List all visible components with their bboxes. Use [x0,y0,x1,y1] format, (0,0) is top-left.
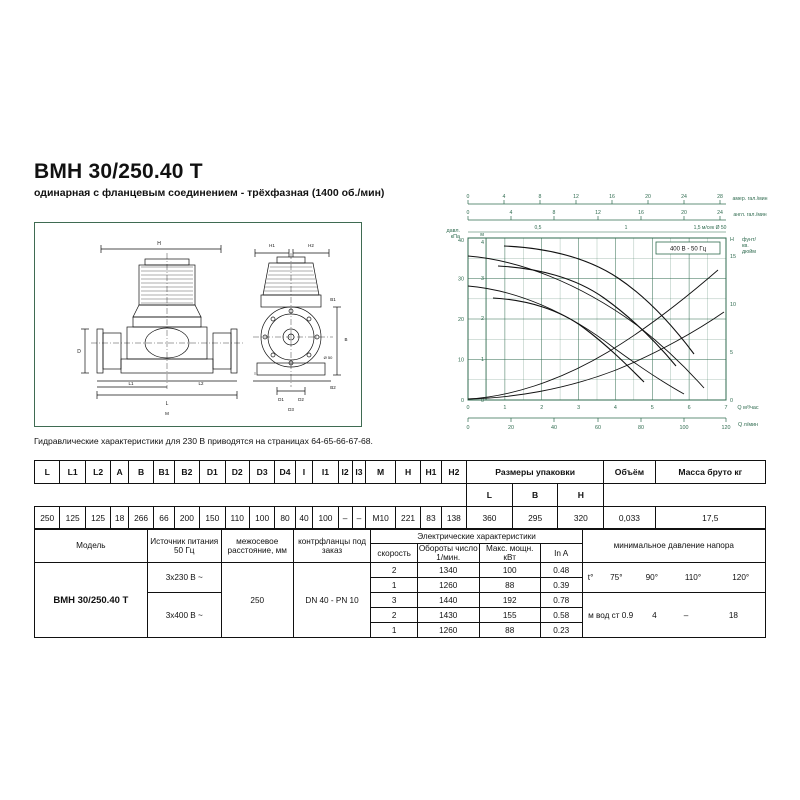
svg-text:2: 2 [481,316,484,322]
technical-drawing-box [34,222,362,427]
svg-text:Q л/мин: Q л/мин [737,422,759,428]
specification-table [34,528,766,638]
col-pressure-header: минимальное давление напора [582,529,765,563]
cell-current: 0.48 [540,563,582,578]
svg-text:D2: D2 [298,397,304,402]
svg-text:L2: L2 [198,381,204,386]
svg-text:M: M [165,411,169,416]
col-D2: D2 [225,461,249,484]
svg-text:0: 0 [466,405,470,411]
svg-text:1: 1 [503,405,507,411]
val-H1: 83 [421,507,441,530]
svg-text:2: 2 [540,405,544,411]
col-mass: Масса бруто кг [655,461,765,484]
col-B2: B2 [174,461,199,484]
svg-text:60: 60 [595,425,601,431]
cell-power: 192 [479,593,540,608]
val-D1: 150 [200,507,225,530]
svg-text:12: 12 [573,194,579,200]
cell-speed: 2 [371,563,417,578]
pump-drawing-svg [41,229,357,422]
svg-text:0: 0 [466,425,470,431]
svg-text:B2: B2 [330,385,336,390]
cell-supply-230: 3x230 В ~ [147,563,221,593]
title-block [34,160,434,199]
dimensions-table [34,460,766,530]
svg-text:20: 20 [645,194,651,200]
val-H2: 138 [441,507,466,530]
page-title: BMH 30/250.40 T [34,160,203,183]
col-pack-L: L [467,484,513,507]
val-D3: 100 [249,507,274,530]
svg-text:15: 15 [730,254,736,260]
col-L1: L1 [60,461,85,484]
val-B2: 200 [174,507,199,530]
svg-text:16: 16 [609,194,615,200]
svg-text:0: 0 [466,194,470,200]
svg-text:H: H [157,241,161,247]
val-B1: 66 [154,507,174,530]
svg-text:амер. гал./мин: амер. гал./мин [732,196,768,202]
svg-text:Ø 50: Ø 50 [323,355,333,360]
val-D4: 80 [275,507,295,530]
col-power: Макс. мощн. кВт [479,544,540,563]
svg-text:кв.: кв. [742,243,749,249]
svg-text:120: 120 [721,425,731,431]
pressure-temp-row [583,571,765,585]
cell-rpm: 1260 [417,623,479,638]
cell-rpm: 1340 [417,563,479,578]
svg-text:англ. гал./мин: англ. гал./мин [733,212,767,218]
temp-110: 110° [684,573,702,582]
cell-distance: 250 [221,563,293,638]
svg-text:H2: H2 [308,243,314,248]
svg-text:40: 40 [458,238,464,244]
val-I3: – [352,507,366,530]
cell-rpm: 1430 [417,608,479,623]
col-D1: D1 [200,461,225,484]
svg-text:H1: H1 [269,243,275,248]
cell-power: 155 [479,608,540,623]
cell-speed: 1 [371,623,417,638]
val-pack-H: 320 [558,507,604,530]
temp-90: 90° [645,573,659,582]
svg-text:8: 8 [552,210,556,216]
hydraulic-note: Гидравлические характеристики для 230 В приводятся на страницах 64-65-66-67-68. [34,436,373,446]
col-speed: скорость [371,544,417,563]
col-I2: I2 [338,461,352,484]
svg-text:80: 80 [638,425,644,431]
col-distance-header: межосевое расстояние, мм [221,529,293,563]
svg-text:4: 4 [502,194,506,200]
col-I: I [295,461,313,484]
svg-text:5: 5 [650,405,654,411]
col-L2: L2 [85,461,110,484]
val-H: 221 [395,507,420,530]
svg-text:0,5: 0,5 [534,225,542,231]
col-D4: D4 [275,461,295,484]
val-B: 266 [128,507,153,530]
cell-current: 0.58 [540,608,582,623]
svg-text:0: 0 [481,398,484,404]
spacer-cell-2 [604,484,655,507]
technical-drawing [41,229,355,420]
svg-text:L1: L1 [128,381,134,386]
svg-text:12: 12 [595,210,601,216]
svg-text:5: 5 [730,350,733,356]
col-D3: D3 [249,461,274,484]
temp-0: t° [587,573,594,582]
svg-text:24: 24 [681,194,687,200]
performance-chart-svg [408,186,768,441]
col-current: In A [540,544,582,563]
cell-supply-400: 3x400 В ~ [147,593,221,638]
performance-chart [408,186,768,441]
svg-text:дюйм: дюйм [742,249,756,255]
svg-text:3: 3 [577,405,581,411]
col-A: A [111,461,129,484]
val-L: 250 [35,507,60,530]
col-packaging-group: Размеры упаковки [467,461,604,484]
svg-text:L: L [165,401,169,407]
col-pack-H: H [558,484,604,507]
page-subtitle: одинарная с фланцевым соединением - трёхфазная (1400 об./мин) [34,187,385,199]
col-L: L [35,461,60,484]
col-supply: Источник питания 50 Гц [147,529,221,563]
svg-text:10: 10 [458,357,464,364]
cell-power: 88 [479,623,540,638]
table-row [35,563,766,578]
svg-text:28: 28 [717,194,723,200]
cell-current: 0.78 [540,593,582,608]
svg-text:1: 1 [481,357,484,363]
val-L2: 125 [85,507,110,530]
svg-text:20: 20 [508,425,514,431]
svg-text:400 В - 50 Гц: 400 В - 50 Гц [669,246,707,253]
cell-speed: 1 [371,578,417,593]
pressure-value-row [583,608,765,622]
val-pack-L: 360 [467,507,513,530]
svg-text:20: 20 [458,317,464,323]
val-mass: 17,5 [655,507,765,530]
pressure-110: 18 [728,610,738,620]
pressure-75: 4 [652,610,657,620]
col-flanges-header: контрфланцы под заказ [293,529,371,563]
svg-text:1: 1 [624,225,628,231]
svg-text:0: 0 [461,398,464,404]
svg-text:40: 40 [551,425,557,431]
spacer-cell-3 [655,484,765,507]
col-H: H [395,461,420,484]
svg-text:10: 10 [730,302,736,308]
svg-text:16: 16 [638,210,644,216]
cell-rpm: 1440 [417,593,479,608]
col-model: Модель [35,529,148,563]
cell-speed: 2 [371,608,417,623]
svg-text:0: 0 [466,210,470,216]
col-pack-B: B [512,484,558,507]
svg-text:кПа: кПа [450,234,460,240]
col-I3: I3 [352,461,366,484]
svg-text:8: 8 [538,194,542,200]
svg-text:D: D [77,349,81,355]
svg-text:1,5 м/сек Ø 50: 1,5 м/сек Ø 50 [693,225,727,231]
val-A: 18 [111,507,129,530]
pressure-90: – [683,610,689,620]
svg-text:3: 3 [481,276,484,282]
cell-current: 0.23 [540,623,582,638]
table-row-subheader [35,484,766,507]
spacer-cell [35,484,467,507]
svg-text:B: B [344,337,348,342]
table-row-values [35,507,766,530]
svg-text:Н: Н [730,237,734,243]
col-electrical-group: Электрические характеристики [371,529,582,544]
svg-text:6: 6 [687,405,691,411]
svg-text:7: 7 [724,405,728,411]
pressure-unit: м вод ст 0.9 [588,610,634,620]
col-H2: H2 [441,461,466,484]
svg-text:24: 24 [717,210,723,216]
cell-rpm: 1260 [417,578,479,593]
svg-text:100: 100 [679,425,689,431]
val-volume: 0,033 [604,507,655,530]
svg-text:Q м³/час: Q м³/час [737,405,759,411]
temp-120: 120° [732,573,750,582]
cell-current: 0.39 [540,578,582,593]
svg-text:фунт/: фунт/ [742,237,757,243]
val-I: 40 [295,507,313,530]
cell-pressure-temps [582,563,765,593]
cell-power: 88 [479,578,540,593]
col-volume: Объём [604,461,655,484]
cell-speed: 3 [371,593,417,608]
svg-text:I: I [254,371,256,376]
val-L1: 125 [60,507,85,530]
svg-text:20: 20 [681,210,687,216]
val-pack-B: 295 [512,507,558,530]
svg-text:0: 0 [730,398,733,404]
svg-text:D1: D1 [278,397,284,402]
cell-model-name: BMH 30/250.40 T [35,563,148,638]
col-rpm: Обороты число 1/мин. [418,544,478,562]
svg-text:D3: D3 [288,407,294,412]
svg-text:4: 4 [481,240,484,246]
svg-text:давл.: давл. [446,228,460,234]
val-I1: 100 [313,507,338,530]
table-row-header [35,461,766,484]
svg-text:4: 4 [509,210,513,216]
temp-75: 75° [610,573,623,582]
svg-text:B1: B1 [330,297,336,302]
svg-text:30: 30 [458,276,464,283]
cell-power: 100 [479,563,540,578]
svg-text:4: 4 [613,405,617,411]
val-D2: 110 [225,507,249,530]
col-I1: I1 [313,461,338,484]
val-M: M10 [366,507,395,530]
svg-text:м: м [480,232,484,238]
cell-pressure-values [582,593,765,638]
col-B: B [128,461,153,484]
table-row-header-1 [35,529,766,544]
val-I2: – [338,507,352,530]
col-B1: B1 [154,461,174,484]
col-H1: H1 [421,461,441,484]
cell-flanges: DN 40 - PN 10 [293,563,371,638]
col-M: M [366,461,395,484]
